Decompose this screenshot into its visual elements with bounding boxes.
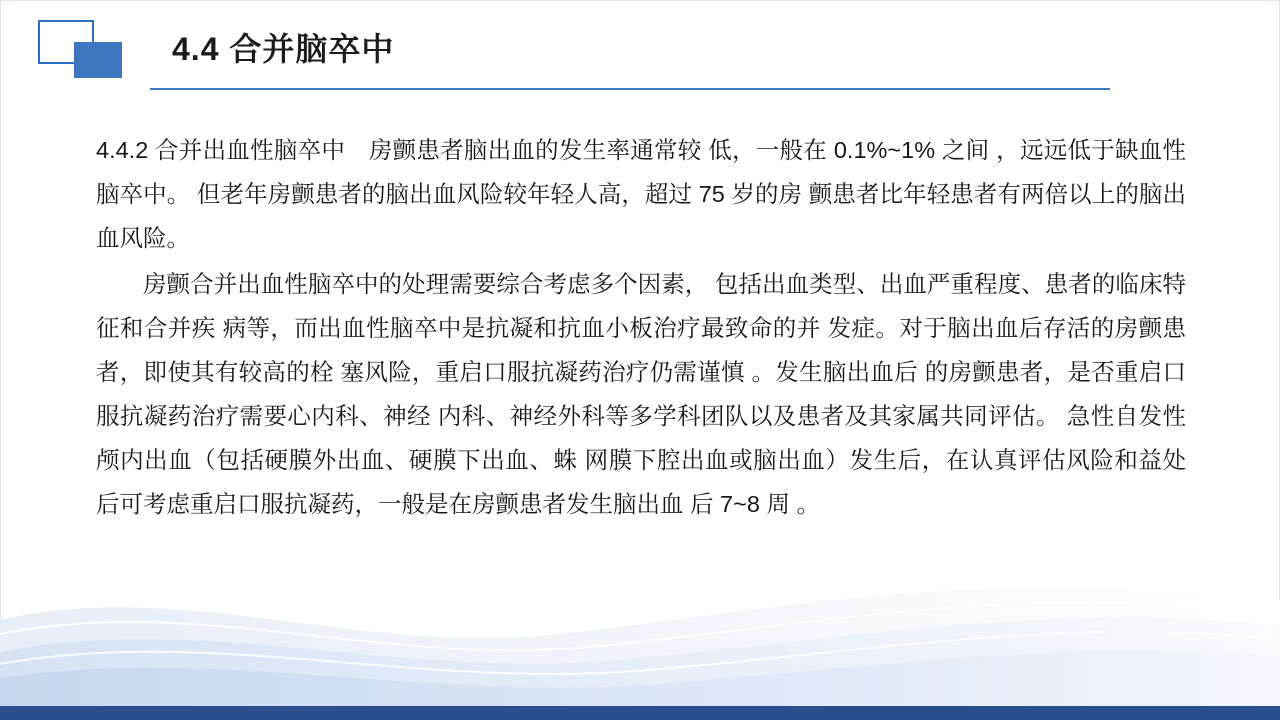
slide-body [96, 128, 1186, 526]
decorative-wave-band [0, 560, 1280, 720]
bottom-accent-bar [0, 706, 1280, 720]
title-decoration [38, 20, 134, 78]
square-filled-icon [74, 42, 122, 78]
paragraph-1: 4.4.2 合并出血性脑卒中 房颤患者脑出血的发生率通常较 低，一般在 0.1%~1% 之间 ，远远低于缺血性脑卒中。 但老年房颤患者的脑出血风险较年轻人高，超过 75 岁的房 颤患者比年轻患者有两倍以上的脑出血风险。 [96, 137, 1186, 251]
title-underline [150, 88, 1110, 90]
slide-title: 4.4 合并脑卒中 [172, 31, 395, 67]
paragraph-2: 房颤合并出血性脑卒中的处理需要综合考虑多个因素， 包括出血类型、出血严重程度、患者的临床特征和合并疾 病等，而出血性脑卒中是抗凝和抗血小板治疗最致命的并 发症。对于脑出血后存活的房颤患者，即使其有较高的栓 塞风险，重启口服抗凝药治疗仍需谨慎 。发生脑出血后 的房颤患者，是否重启口服抗凝药治疗需要心内科、神经 内科、神经外科等多学科团队以及患者及其家属共同评估。 急性自发性颅内出血（包括硬膜外出血、硬膜下出血、蛛 网膜下腔出血或脑出血）发生后，在认真评估风险和益处 后可考虑重启口服抗凝药，一般是在房颤患者发生脑出血 后 7~8 周 。 [96, 271, 1186, 517]
